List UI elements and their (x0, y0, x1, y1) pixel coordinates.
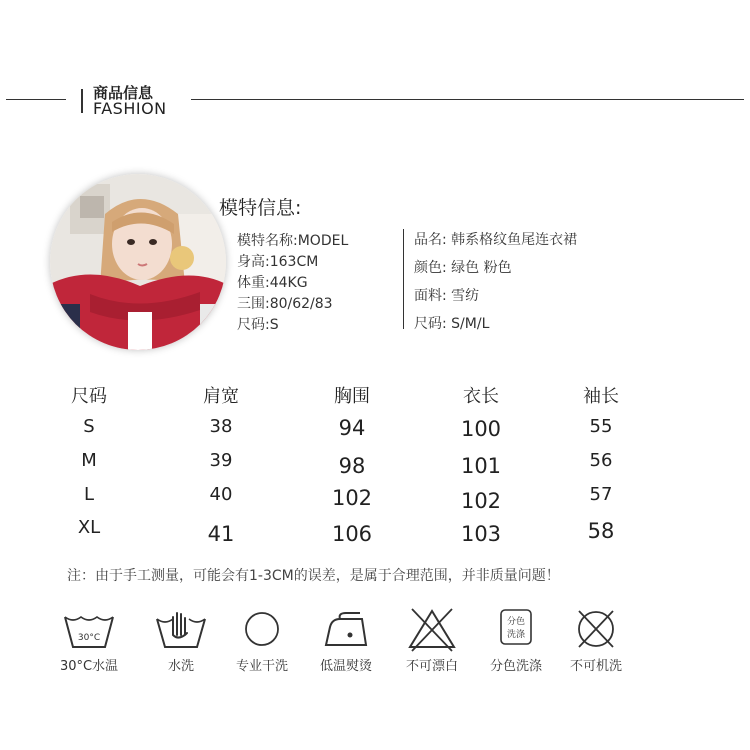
size-table-cell: 101 (460, 454, 502, 478)
model-info-title: 模特信息: (219, 197, 302, 219)
header-title: 商品信息 (93, 84, 154, 102)
model-info-name: 模特名称:MODEL (237, 233, 349, 249)
size-table-cell: XL (77, 517, 101, 538)
separate-wash-text-bottom: 洗涤 (506, 630, 526, 640)
care-label: 不可机洗 (569, 659, 623, 674)
size-table-cell: S (83, 416, 95, 437)
size-table-cell: 56 (589, 450, 613, 471)
care-label: 水洗 (167, 659, 195, 674)
dry-clean-icon (232, 605, 292, 655)
size-table-cell: 102 (460, 489, 502, 513)
size-table-cell: 40 (209, 484, 233, 505)
info-divider (403, 229, 404, 329)
care-label: 不可漂白 (405, 659, 459, 674)
model-info-height: 身高:163CM (237, 254, 319, 270)
size-table-header: 尺码 (71, 386, 107, 407)
care-label: 分色洗涤 (489, 659, 543, 674)
size-table-cell: 102 (331, 486, 373, 510)
size-table-cell: 38 (209, 416, 233, 437)
size-table-header: 衣长 (463, 386, 499, 407)
size-table-cell: 94 (338, 416, 366, 440)
no-bleach-icon (402, 605, 462, 655)
size-table-cell: L (83, 484, 95, 505)
product-info-size: 尺码: S/M/L (414, 316, 490, 332)
wash-30c-temp: 30°C (77, 633, 101, 643)
model-avatar-photo (50, 174, 226, 350)
measurement-note: 注：由于手工测量，可能会有1-3CM的误差，是属于合理范围，并非质量问题！ (67, 568, 560, 584)
size-table-cell: 98 (338, 454, 366, 478)
care-label: 专业干洗 (235, 659, 289, 674)
separate-wash-text-top: 分色 (506, 617, 526, 627)
size-table-header: 袖长 (583, 386, 619, 407)
care-label: 30°C水温 (59, 659, 119, 674)
header-accent-bar (81, 89, 83, 113)
size-table-header: 胸围 (334, 386, 370, 407)
header-rule-left (6, 99, 66, 100)
model-info-weight: 体重:44KG (237, 275, 308, 291)
wash-30c-icon (59, 605, 119, 655)
size-table-cell: 57 (589, 484, 613, 505)
size-table-cell: 41 (207, 522, 235, 546)
size-table-cell: 106 (331, 522, 373, 546)
size-table-cell: M (81, 450, 97, 471)
size-table-header: 肩宽 (203, 386, 239, 407)
size-table-cell: 58 (587, 519, 615, 543)
product-info-name: 品名: 韩系格纹鱼尾连衣裙 (414, 232, 578, 248)
model-info-measurements: 三围:80/62/83 (237, 296, 333, 312)
header-subtitle: FASHION (93, 99, 167, 118)
size-table-cell: 100 (460, 417, 502, 441)
hand-wash-icon (151, 605, 211, 655)
care-label: 低温熨烫 (319, 659, 373, 674)
size-table-cell: 103 (460, 522, 502, 546)
size-table-cell: 39 (209, 450, 233, 471)
header-rule-right (191, 99, 744, 100)
size-table-cell: 55 (589, 416, 613, 437)
model-info-size: 尺码:S (237, 317, 279, 333)
product-info-fabric: 面料: 雪纺 (414, 288, 480, 304)
low-iron-icon (316, 605, 376, 655)
product-info-color: 颜色: 绿色 粉色 (414, 260, 512, 276)
no-machine-wash-icon (566, 605, 626, 655)
separate-wash-icon (486, 605, 546, 655)
